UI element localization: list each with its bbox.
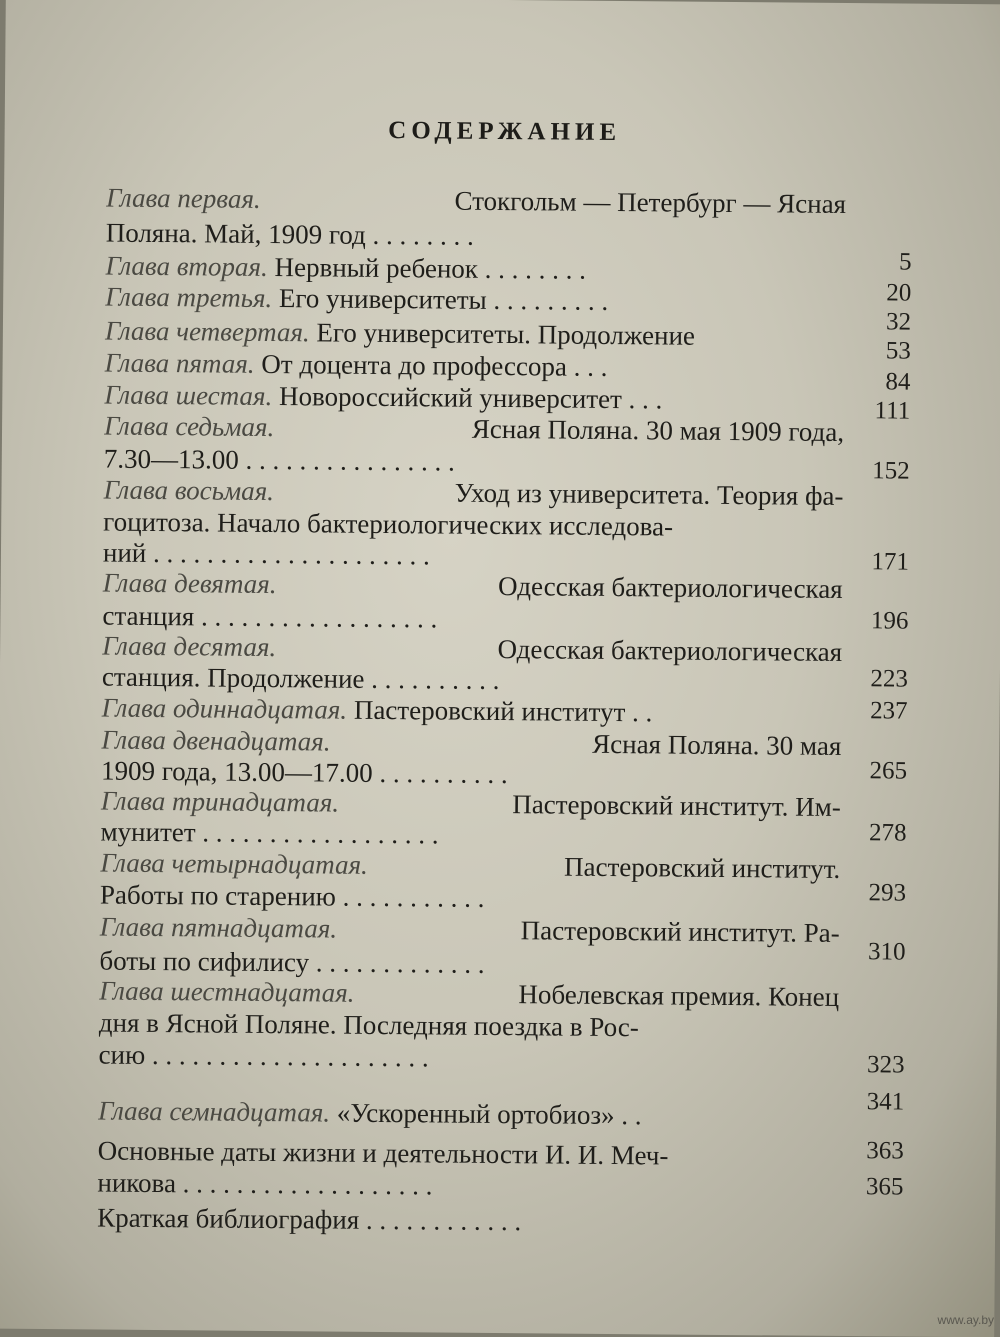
toc-line: станция. Продолжение . . . . . . . . . . — [102, 661, 842, 699]
toc-line: Глава первая. Стокгольм — Петербург — Ясная — [106, 182, 846, 220]
page-number: 111 — [830, 395, 910, 428]
toc-line: Краткая библиография . . . . . . . . . . . . — [97, 1202, 837, 1240]
page-number: 323 — [824, 1049, 904, 1082]
toc-line: Поляна. Май, 1909 год . . . . . . . . — [106, 217, 846, 255]
toc-line: Основные даты жизни и деятельности И. И. Меч- — [98, 1135, 838, 1173]
page-number: 365 — [823, 1171, 903, 1204]
toc-line: Глава одиннадцатая. Пастеровский институт . . — [101, 692, 841, 730]
toc-line: станция . . . . . . . . . . . . . . . . . . — [102, 600, 842, 638]
page-number: 363 — [824, 1135, 904, 1168]
toc-line: Глава седьмая. Ясная Поляна. 30 мая 1909 года, — [104, 410, 844, 448]
toc-line: Глава пятнадцатая. Пастеровский институт. Ра- — [100, 911, 840, 949]
page-number: 196 — [828, 605, 908, 638]
page-number: 53 — [831, 335, 911, 368]
toc-line: Глава девятая. Одесская бактериологическая — [103, 567, 843, 605]
toc-line: Глава вторая. Нервный ребенок . . . . . . . . — [105, 250, 845, 288]
page-number: 310 — [825, 936, 905, 969]
toc-line: Глава шестнадцатая. Нобелевская премия. Конец — [99, 975, 839, 1013]
toc-line: 1909 года, 13.00—17.00 . . . . . . . . . . — [101, 755, 841, 793]
toc-line: Работы по старению . . . . . . . . . . . — [100, 879, 840, 917]
page-number: 152 — [830, 455, 910, 488]
toc-line: Глава шестая. Новороссийский университет . . . — [104, 379, 844, 417]
toc-line: 7.30—13.00 . . . . . . . . . . . . . . . . — [104, 443, 844, 481]
toc-line: гоцитоза. Начало бактериологических исследова- — [103, 506, 843, 544]
page-number: 32 — [831, 306, 911, 339]
page-number: 278 — [826, 817, 906, 850]
page-number: 171 — [829, 546, 909, 579]
page-number: 84 — [830, 366, 910, 399]
toc-line: ний . . . . . . . . . . . . . . . . . . . . . — [103, 537, 843, 575]
page-title: СОДЕРЖАНИЕ — [5, 114, 1000, 151]
toc-line: дня в Ясной Поляне. Последняя поездка в Рос- — [99, 1007, 839, 1045]
toc-line: Глава тринадцатая. Пастеровский институт. Им- — [101, 785, 841, 823]
page-number: 293 — [826, 877, 906, 910]
toc-line: Глава восьмая. Уход из университета. Теория фа- — [103, 474, 843, 512]
page-number: 20 — [831, 277, 911, 310]
toc-line: мунитет . . . . . . . . . . . . . . . . . . — [100, 816, 840, 854]
watermark: www.ay.by — [938, 1313, 994, 1327]
page-number: 223 — [828, 663, 908, 696]
page-number: 5 — [831, 246, 911, 279]
page-number: 265 — [827, 755, 907, 788]
toc-line: никова . . . . . . . . . . . . . . . . . . . — [97, 1167, 837, 1205]
toc-line: Глава десятая. Одесская бактериологическая — [102, 630, 842, 668]
page-number: 341 — [824, 1086, 904, 1119]
toc-line: Глава четвертая. Его университеты. Продолжение — [105, 315, 845, 353]
toc-line: Глава третья. Его университеты . . . . . . . . . — [105, 281, 845, 319]
toc-line: сию . . . . . . . . . . . . . . . . . . . . . — [98, 1039, 838, 1077]
toc-line: Глава семнадцатая. «Ускоренный ортобиоз» . . — [98, 1095, 838, 1133]
toc-line: Глава пятая. От доцента до профессора . . . — [104, 347, 844, 385]
toc-line: Глава двенадцатая. Ясная Поляна. 30 мая — [101, 724, 841, 762]
toc-line: Глава четырнадцатая. Пастеровский институт. — [100, 847, 840, 885]
toc-line: боты по сифилису . . . . . . . . . . . . . — [99, 945, 839, 983]
page-number: 237 — [827, 695, 907, 728]
